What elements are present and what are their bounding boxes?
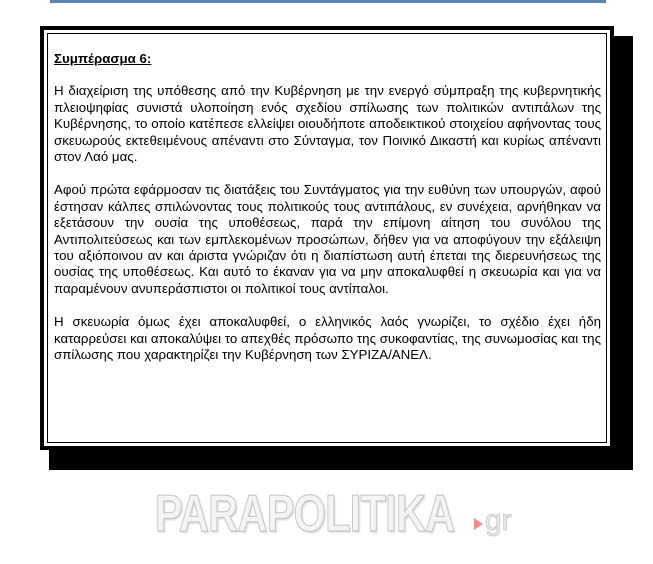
paragraph: Η διαχείριση της υπόθεσης από την Κυβέρνηση με την ενεργό σύμπραξη της κυβερνητικής πλειοψηφίας συνιστά υλοποίηση ενός σχεδίου σπίλωσης των πολιτικών αντιπάλων της Κυβέρνησης, το οποίο κατέπεσε ελλείψει οιουδήποτε αποδεικτικού στοιχείου αφήνοντας τους σκευωρούς εκτεθειμένους απέναντι στο Σύνταγμα, τον Ποινικό Δικαστή και κυρίως απέναντι στον Λαό μας. bbox=[54, 83, 601, 165]
parapolitika-watermark-logo bbox=[155, 480, 512, 543]
top-divider-rule bbox=[50, 0, 606, 3]
conclusion-content bbox=[54, 51, 601, 364]
paragraph: Η σκευωρία όμως έχει αποκαλυφθεί, ο ελληνικός λαός γνωρίζει, το σχέδιο έχει ήδη καταρρεύσει και αποκαλύψει το απεχθές πρόσωπο της συκοφαντίας, της συνωμοσίας και της σπίλωσης που χαρακτηρίζει την Κυβέρνηση των ΣΥΡΙΖΑ/ΑΝΕΛ. bbox=[54, 314, 601, 363]
conclusion-heading: Συμπέρασμα 6: bbox=[54, 51, 152, 66]
paragraph: Αφού πρώτα εφάρμοσαν τις διατάξεις του Συντάγματος για την ευθύνη των υπουργών, αφού έστησαν κάλπες σπιλώνοντας τους πολιτικούς τους αντιπάλους, εν συνέχεια, αρνήθηκαν να εξετάσουν την ουσία της υποθέσεως, παρά την επίμονη αίτηση του συνόλου της Αντιπολιτεύσεως και των εμπλεκομένων προσώπων, δήθεν για να αποφύγουν την εξάλειψη του αξιόποινου αν και άριστα γνώριζαν ότι η διαπίστωση αυτή έπεται της διερευνήσεως της ουσίας της υποθέσεως. Και αυτό το έκαναν για να μην αποκαλυφθεί η σκευωρία και για να παραμένουν ανυπεράσπιστοι οι πολιτικοί τους αντίπαλοι. bbox=[54, 182, 601, 296]
watermark-name: PARAPOLITIKA bbox=[155, 485, 455, 543]
watermark-tld: gr bbox=[485, 504, 512, 537]
arrow-icon bbox=[474, 518, 483, 530]
conclusion-box bbox=[40, 26, 614, 450]
